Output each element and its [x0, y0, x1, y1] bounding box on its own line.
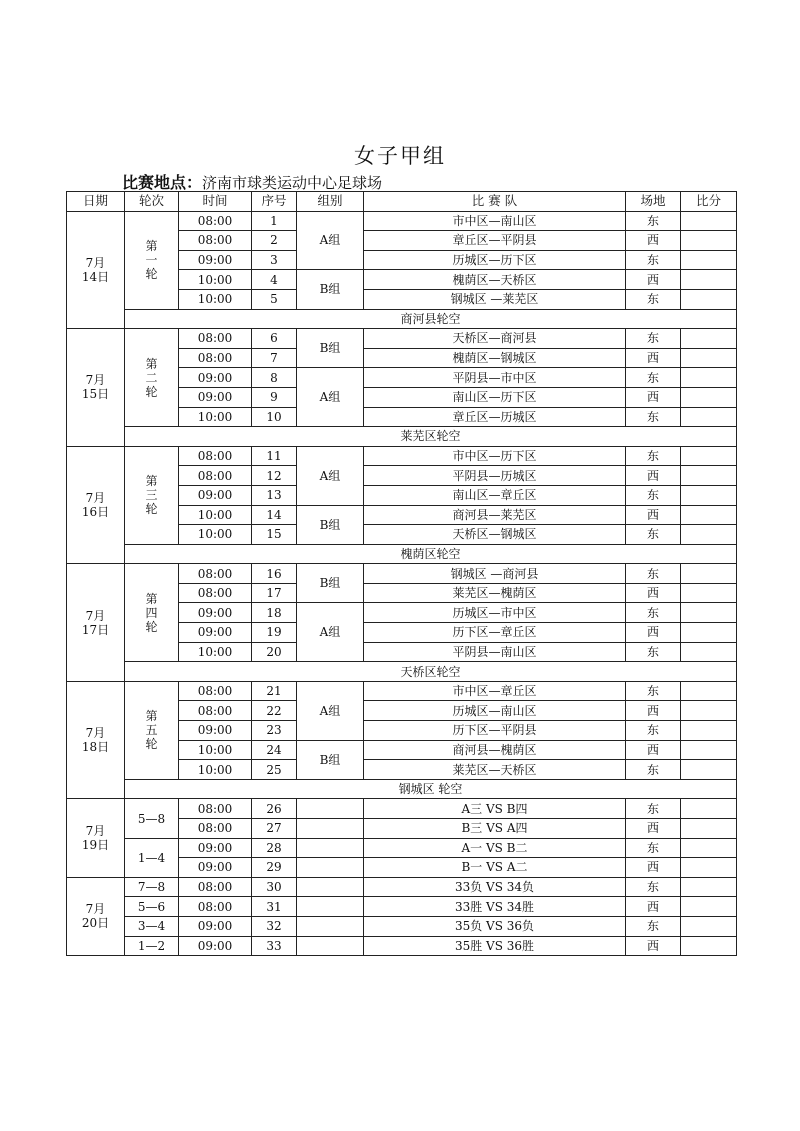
round-char: 第 — [145, 474, 158, 489]
round-char: 二 — [145, 370, 158, 385]
group-cell: B组 — [297, 505, 364, 544]
score-cell — [681, 936, 737, 956]
teams-cell: 莱芜区—槐荫区 — [364, 583, 626, 603]
group-cell — [297, 819, 364, 839]
round-char: 三 — [145, 488, 158, 503]
group-cell: B组 — [297, 270, 364, 309]
number-cell: 33 — [252, 936, 297, 956]
group-cell — [297, 916, 364, 936]
round-cell: 1—4 — [125, 838, 179, 877]
field-cell: 东 — [626, 681, 681, 701]
date-cell — [67, 446, 125, 564]
score-cell — [681, 819, 737, 839]
number-cell: 3 — [252, 250, 297, 270]
date-line: 20日 — [81, 916, 110, 931]
field-cell: 东 — [626, 564, 681, 584]
date-cell — [67, 329, 125, 447]
score-cell — [681, 270, 737, 290]
header-field: 场地 — [626, 192, 681, 212]
field-cell: 东 — [626, 642, 681, 662]
field-cell: 东 — [626, 525, 681, 545]
teams-cell: 市中区—南山区 — [364, 211, 626, 231]
time-cell: 09:00 — [179, 936, 252, 956]
header-score: 比分 — [681, 192, 737, 212]
time-cell: 09:00 — [179, 623, 252, 643]
field-cell: 东 — [626, 838, 681, 858]
group-cell: A组 — [297, 446, 364, 505]
match-row — [67, 936, 737, 956]
field-cell: 东 — [626, 760, 681, 780]
time-cell: 08:00 — [179, 211, 252, 231]
time-cell: 09:00 — [179, 858, 252, 878]
teams-cell: 商河县—槐荫区 — [364, 740, 626, 760]
number-cell: 29 — [252, 858, 297, 878]
field-cell: 西 — [626, 270, 681, 290]
teams-cell: 平阴县—历城区 — [364, 466, 626, 486]
teams-cell: 35负 VS 36负 — [364, 916, 626, 936]
date-line: 19日 — [81, 838, 110, 853]
date-line: 15日 — [81, 387, 110, 402]
teams-cell: 历城区—南山区 — [364, 701, 626, 721]
field-cell: 西 — [626, 387, 681, 407]
time-cell: 08:00 — [179, 231, 252, 251]
bye-row — [67, 779, 737, 799]
teams-cell: 天桥区—商河县 — [364, 329, 626, 349]
field-cell: 西 — [626, 348, 681, 368]
number-cell: 20 — [252, 642, 297, 662]
group-cell — [297, 838, 364, 858]
score-cell — [681, 466, 737, 486]
date-cell — [67, 877, 125, 955]
date-cell — [67, 681, 125, 799]
field-cell: 东 — [626, 289, 681, 309]
number-cell: 24 — [252, 740, 297, 760]
teams-cell: A三 VS B四 — [364, 799, 626, 819]
score-cell — [681, 701, 737, 721]
field-cell: 西 — [626, 231, 681, 251]
field-cell: 东 — [626, 250, 681, 270]
match-row — [67, 681, 737, 701]
teams-cell: 槐荫区—天桥区 — [364, 270, 626, 290]
time-cell: 09:00 — [179, 721, 252, 741]
score-cell — [681, 485, 737, 505]
number-cell: 9 — [252, 387, 297, 407]
number-cell: 7 — [252, 348, 297, 368]
score-cell — [681, 858, 737, 878]
number-cell: 26 — [252, 799, 297, 819]
time-cell: 09:00 — [179, 603, 252, 623]
bye-cell: 槐荫区轮空 — [125, 544, 737, 564]
number-cell: 25 — [252, 760, 297, 780]
field-cell: 西 — [626, 740, 681, 760]
score-cell — [681, 623, 737, 643]
header-teams: 比 赛 队 — [364, 192, 626, 212]
match-row — [67, 897, 737, 917]
header-number: 序号 — [252, 192, 297, 212]
number-cell: 11 — [252, 446, 297, 466]
time-cell: 10:00 — [179, 642, 252, 662]
group-cell — [297, 936, 364, 956]
bye-row — [67, 662, 737, 682]
field-cell: 东 — [626, 211, 681, 231]
teams-cell: 平阴县—市中区 — [364, 368, 626, 388]
group-cell — [297, 877, 364, 897]
score-cell — [681, 897, 737, 917]
teams-cell: 槐荫区—钢城区 — [364, 348, 626, 368]
number-cell: 2 — [252, 231, 297, 251]
score-cell — [681, 407, 737, 427]
date-cell — [67, 211, 125, 329]
time-cell: 10:00 — [179, 525, 252, 545]
round-cell: 1—2 — [125, 936, 179, 956]
date-line: 17日 — [81, 622, 110, 637]
time-cell: 09:00 — [179, 387, 252, 407]
round-cell — [125, 446, 179, 544]
field-cell: 东 — [626, 368, 681, 388]
bye-row — [67, 309, 737, 329]
time-cell: 09:00 — [179, 250, 252, 270]
date-line: 7月 — [85, 608, 106, 623]
header-row — [67, 192, 737, 212]
group-cell: B组 — [297, 564, 364, 603]
field-cell: 西 — [626, 936, 681, 956]
field-cell: 东 — [626, 603, 681, 623]
teams-cell: 平阴县—南山区 — [364, 642, 626, 662]
field-cell: 西 — [626, 819, 681, 839]
teams-cell: 莱芜区—天桥区 — [364, 760, 626, 780]
time-cell: 09:00 — [179, 838, 252, 858]
number-cell: 8 — [252, 368, 297, 388]
teams-cell: 历下区—章丘区 — [364, 623, 626, 643]
number-cell: 19 — [252, 623, 297, 643]
field-cell: 西 — [626, 505, 681, 525]
bye-cell: 天桥区轮空 — [125, 662, 737, 682]
venue-value: 济南市球类运动中心足球场 — [202, 174, 383, 192]
score-cell — [681, 231, 737, 251]
time-cell: 08:00 — [179, 799, 252, 819]
date-line: 7月 — [85, 824, 106, 839]
field-cell: 东 — [626, 877, 681, 897]
match-row — [67, 877, 737, 897]
score-cell — [681, 721, 737, 741]
round-cell: 5—8 — [125, 799, 179, 838]
field-cell: 西 — [626, 583, 681, 603]
round-cell: 7—8 — [125, 877, 179, 897]
match-row — [67, 211, 737, 231]
number-cell: 6 — [252, 329, 297, 349]
group-cell: A组 — [297, 368, 364, 427]
group-cell — [297, 799, 364, 819]
teams-cell: 章丘区—平阴县 — [364, 231, 626, 251]
number-cell: 16 — [252, 564, 297, 584]
group-cell: A组 — [297, 681, 364, 740]
time-cell: 08:00 — [179, 701, 252, 721]
score-cell — [681, 838, 737, 858]
field-cell: 东 — [626, 485, 681, 505]
header-group: 组别 — [297, 192, 364, 212]
field-cell: 西 — [626, 858, 681, 878]
bye-row — [67, 544, 737, 564]
round-char: 第 — [145, 356, 158, 371]
time-cell: 10:00 — [179, 270, 252, 290]
number-cell: 28 — [252, 838, 297, 858]
score-cell — [681, 289, 737, 309]
time-cell: 08:00 — [179, 681, 252, 701]
field-cell: 西 — [626, 623, 681, 643]
round-cell: 5—6 — [125, 897, 179, 917]
group-cell: B组 — [297, 329, 364, 368]
time-cell: 10:00 — [179, 760, 252, 780]
time-cell: 10:00 — [179, 407, 252, 427]
match-row — [67, 916, 737, 936]
number-cell: 21 — [252, 681, 297, 701]
teams-cell: 33负 VS 34负 — [364, 877, 626, 897]
number-cell: 27 — [252, 819, 297, 839]
number-cell: 23 — [252, 721, 297, 741]
score-cell — [681, 368, 737, 388]
round-cell — [125, 329, 179, 427]
time-cell: 08:00 — [179, 329, 252, 349]
date-line: 7月 — [85, 491, 106, 505]
header-round: 轮次 — [125, 192, 179, 212]
round-cell: 3—4 — [125, 916, 179, 936]
date-line: 14日 — [81, 269, 110, 284]
header-time: 时间 — [179, 192, 252, 212]
score-cell — [681, 525, 737, 545]
round-char: 轮 — [145, 619, 158, 634]
score-cell — [681, 348, 737, 368]
field-cell: 东 — [626, 799, 681, 819]
group-cell: B组 — [297, 740, 364, 779]
field-cell: 东 — [626, 407, 681, 427]
teams-cell: 钢城区 —莱芜区 — [364, 289, 626, 309]
header-date: 日期 — [67, 192, 125, 212]
round-cell — [125, 681, 179, 779]
score-cell — [681, 250, 737, 270]
field-cell: 东 — [626, 329, 681, 349]
number-cell: 4 — [252, 270, 297, 290]
score-cell — [681, 740, 737, 760]
time-cell: 09:00 — [179, 916, 252, 936]
venue-line — [122, 170, 382, 193]
time-cell: 10:00 — [179, 740, 252, 760]
match-row — [67, 329, 737, 349]
teams-cell: 南山区—历下区 — [364, 387, 626, 407]
number-cell: 22 — [252, 701, 297, 721]
date-line: 7月 — [85, 726, 106, 741]
number-cell: 13 — [252, 485, 297, 505]
number-cell: 18 — [252, 603, 297, 623]
teams-cell: 南山区—章丘区 — [364, 485, 626, 505]
number-cell: 12 — [252, 466, 297, 486]
field-cell: 东 — [626, 916, 681, 936]
number-cell: 30 — [252, 877, 297, 897]
time-cell: 08:00 — [179, 877, 252, 897]
field-cell: 东 — [626, 446, 681, 466]
number-cell: 5 — [252, 289, 297, 309]
round-cell — [125, 564, 179, 662]
match-row — [67, 838, 737, 858]
teams-cell: 市中区—章丘区 — [364, 681, 626, 701]
date-line: 16日 — [81, 505, 110, 519]
round-char: 轮 — [145, 502, 158, 517]
bye-cell: 商河县轮空 — [125, 309, 737, 329]
time-cell: 08:00 — [179, 348, 252, 368]
round-char: 一 — [145, 253, 158, 268]
match-row — [67, 564, 737, 584]
score-cell — [681, 583, 737, 603]
time-cell: 08:00 — [179, 819, 252, 839]
teams-cell: B三 VS A四 — [364, 819, 626, 839]
bye-cell: 钢城区 轮空 — [125, 779, 737, 799]
date-line: 7月 — [85, 255, 106, 270]
time-cell: 08:00 — [179, 446, 252, 466]
teams-cell: 钢城区 —商河县 — [364, 564, 626, 584]
teams-cell: 历城区—历下区 — [364, 250, 626, 270]
score-cell — [681, 603, 737, 623]
number-cell: 17 — [252, 583, 297, 603]
teams-cell: 历城区—市中区 — [364, 603, 626, 623]
round-char: 第 — [145, 591, 158, 606]
number-cell: 14 — [252, 505, 297, 525]
number-cell: 15 — [252, 525, 297, 545]
score-cell — [681, 799, 737, 819]
teams-cell: 33胜 VS 34胜 — [364, 897, 626, 917]
score-cell — [681, 642, 737, 662]
score-cell — [681, 916, 737, 936]
round-char: 四 — [145, 605, 158, 620]
score-cell — [681, 681, 737, 701]
schedule-body — [67, 211, 737, 956]
group-cell: A组 — [297, 603, 364, 662]
score-cell — [681, 505, 737, 525]
field-cell: 西 — [626, 897, 681, 917]
score-cell — [681, 329, 737, 349]
time-cell: 10:00 — [179, 505, 252, 525]
date-line: 7月 — [85, 902, 106, 917]
teams-cell: 35胜 VS 36胜 — [364, 936, 626, 956]
time-cell: 08:00 — [179, 564, 252, 584]
time-cell: 08:00 — [179, 583, 252, 603]
teams-cell: 章丘区—历城区 — [364, 407, 626, 427]
number-cell: 31 — [252, 897, 297, 917]
score-cell — [681, 760, 737, 780]
teams-cell: 市中区—历下区 — [364, 446, 626, 466]
teams-cell: 商河县—莱芜区 — [364, 505, 626, 525]
group-cell — [297, 897, 364, 917]
round-char: 五 — [145, 723, 158, 738]
time-cell: 09:00 — [179, 485, 252, 505]
bye-cell: 莱芜区轮空 — [125, 427, 737, 447]
number-cell: 10 — [252, 407, 297, 427]
match-row — [67, 799, 737, 819]
field-cell: 西 — [626, 701, 681, 721]
field-cell: 东 — [626, 721, 681, 741]
time-cell: 09:00 — [179, 368, 252, 388]
teams-cell: 历下区—平阴县 — [364, 721, 626, 741]
bye-row — [67, 427, 737, 447]
date-cell — [67, 564, 125, 682]
group-cell — [297, 858, 364, 878]
date-line: 18日 — [81, 740, 110, 755]
page-title: 女子甲组 — [354, 144, 446, 168]
field-cell: 西 — [626, 466, 681, 486]
round-char: 轮 — [145, 384, 158, 399]
time-cell: 08:00 — [179, 897, 252, 917]
number-cell: 1 — [252, 211, 297, 231]
teams-cell: B一 VS A二 — [364, 858, 626, 878]
match-row — [67, 446, 737, 466]
score-cell — [681, 446, 737, 466]
score-cell — [681, 564, 737, 584]
teams-cell: A一 VS B二 — [364, 838, 626, 858]
round-char: 轮 — [145, 737, 158, 752]
teams-cell: 天桥区—钢城区 — [364, 525, 626, 545]
date-cell — [67, 799, 125, 877]
number-cell: 32 — [252, 916, 297, 936]
round-char: 轮 — [145, 267, 158, 282]
date-line: 7月 — [85, 373, 106, 388]
venue-label: 比赛地点： — [122, 173, 203, 192]
time-cell: 10:00 — [179, 289, 252, 309]
time-cell: 08:00 — [179, 466, 252, 486]
round-char: 第 — [145, 709, 158, 724]
round-char: 第 — [145, 239, 158, 254]
group-cell: A组 — [297, 211, 364, 270]
score-cell — [681, 877, 737, 897]
score-cell — [681, 387, 737, 407]
score-cell — [681, 211, 737, 231]
round-cell — [125, 211, 179, 309]
schedule-table — [66, 191, 737, 956]
